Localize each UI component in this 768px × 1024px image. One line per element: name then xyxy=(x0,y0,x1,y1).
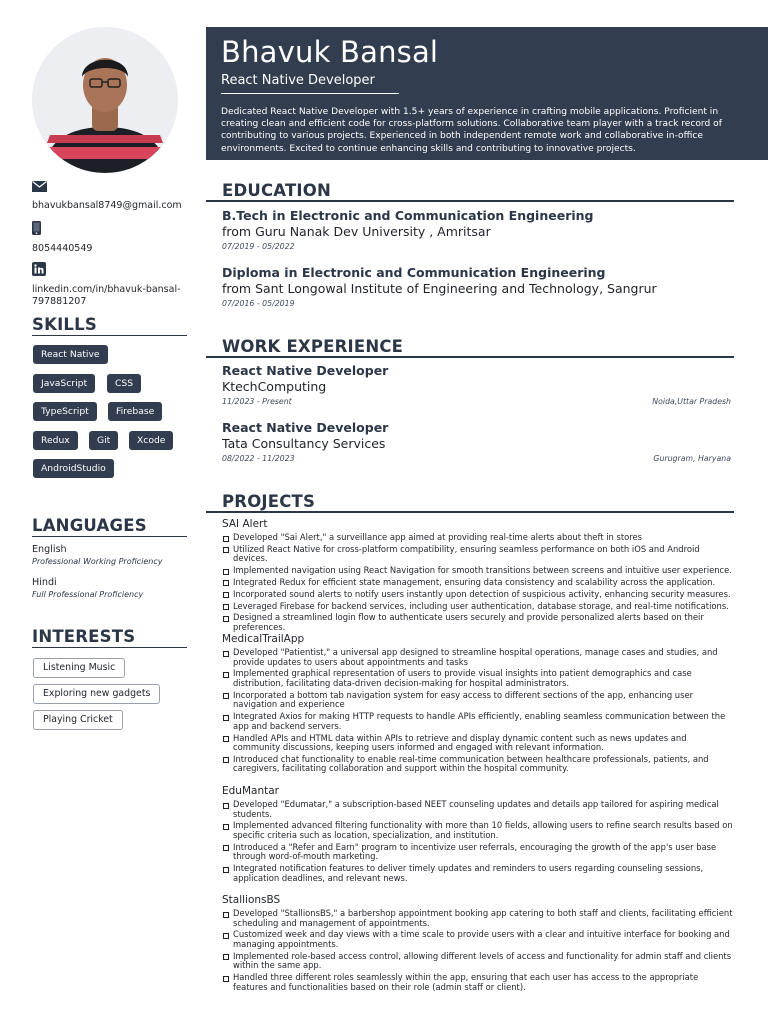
phone-block xyxy=(32,221,192,255)
skill-chip: CSS xyxy=(107,374,141,393)
project-bullets xyxy=(222,800,734,886)
interest-chip: Listening Music xyxy=(33,658,125,678)
experience-company: Tata Consultancy Services xyxy=(222,436,386,451)
interests-heading: INTERESTS xyxy=(32,627,187,648)
project-title: MedicalTrailApp xyxy=(222,633,305,645)
project-bullet: Utilized React Native for cross-platform compatibility, ensuring seamless performance on both iOS and Android devices. xyxy=(222,545,734,564)
contact-block xyxy=(32,181,192,212)
envelope-icon xyxy=(32,181,192,196)
project-bullet: Implemented navigation using React Navigation for smooth transitions between screens and intuitive user experience. xyxy=(222,566,734,576)
profile-photo-avatar xyxy=(32,27,178,173)
experience-location: Gurugram, Haryana xyxy=(653,454,731,463)
project-bullets xyxy=(222,909,734,995)
linkedin-icon xyxy=(32,262,192,280)
project-bullet: Handled APIs and HTML data within APIs to retrieve and display dynamic content such as news updates and community discussions, keeping users informed and engaged with relevant information. xyxy=(222,734,734,753)
project-bullet: Customized week and day views with a time scale to provide users with a clear and intuitive interface for booking and managing appointments. xyxy=(222,930,734,949)
project-bullet: Developed "Edumatar," a subscription-based NEET counseling updates and details app tailored for aspiring medical students. xyxy=(222,800,734,819)
language-name: English xyxy=(32,544,67,555)
skill-chip: Xcode xyxy=(129,431,173,450)
project-bullet: Integrated Redux for efficient state management, ensuring data consistency and scalability across the application. xyxy=(222,578,734,588)
skills-heading: SKILLS xyxy=(32,315,187,336)
project-bullet: Implemented role-based access control, allowing different levels of access and functionality for admin staff and clients within the same app. xyxy=(222,952,734,971)
linkedin-block xyxy=(32,262,192,308)
experience-role: React Native Developer xyxy=(222,420,389,435)
experience-dates: 08/2022 - 11/2023 xyxy=(222,454,295,463)
candidate-name: Bhavuk Bansal xyxy=(221,35,439,69)
experience-divider xyxy=(206,356,734,358)
interest-chip: Playing Cricket xyxy=(33,710,123,730)
project-bullets xyxy=(222,533,734,635)
education-heading: EDUCATION xyxy=(222,181,331,200)
mobile-phone-icon xyxy=(32,221,192,239)
summary-text: Dedicated React Native Developer with 1.5+ years of experience in crafting mobile applications. Proficient in creating clean and efficient code for cross-platform solutions. Collaborative team player with a track record of contributing to various projects. Experienced in both independent remote work and collaborative in-office environments. Excited to continue enhancing skills and contributing to innovative projects. xyxy=(221,107,722,154)
skill-chip: Redux xyxy=(33,431,78,450)
project-title: EduMantar xyxy=(222,785,279,797)
project-bullet: Integrated notification features to deliver timely updates and reminders to users regarding counseling sessions, application deadlines, and relevant news. xyxy=(222,864,734,883)
education-degree: Diploma in Electronic and Communication Engineering xyxy=(222,265,606,280)
language-name: Hindi xyxy=(32,577,57,588)
project-bullet: Handled three different roles seamlessly within the app, ensuring that each user has access to the appropriate features and functionalities based on their role (admin staff or client). xyxy=(222,973,734,992)
project-bullet: Leveraged Firebase for backend services, including user authentication, database storage, and real-time notifications. xyxy=(222,602,734,612)
project-bullet: Implemented graphical representation of users to provide visual insights into patient demographics and case distribution, facilitating data-driven decision-making for hospital administrators. xyxy=(222,669,734,688)
experience-location: Noida,Uttar Pradesh xyxy=(652,397,731,406)
project-bullet: Designed a streamlined login flow to authenticate users securely and provide personalized alerts based on their preferences. xyxy=(222,613,734,632)
education-school: from Guru Nanak Dev University , Amritsar xyxy=(222,224,491,239)
education-school: from Sant Longowal Institute of Engineering and Technology, Sangrur xyxy=(222,281,657,296)
experience-dates: 11/2023 - Present xyxy=(222,397,292,406)
project-bullet: Integrated Axios for making HTTP requests to handle APIs efficiently, enabling seamless communication between the app and backend servers. xyxy=(222,712,734,731)
projects-divider xyxy=(206,511,734,513)
languages-heading: LANGUAGES xyxy=(32,516,187,537)
education-dates: 07/2016 - 05/2019 xyxy=(222,299,295,308)
language-level: Professional Working Proficiency xyxy=(32,557,163,566)
project-bullet: Incorporated a bottom tab navigation system for easy access to different sections of the app, enhancing user navigation and experience xyxy=(222,691,734,710)
profile-photo xyxy=(32,27,178,173)
skill-chip: JavaScript xyxy=(33,374,95,393)
candidate-title: React Native Developer xyxy=(221,73,399,94)
projects-heading: PROJECTS xyxy=(222,492,316,511)
project-bullet: Developed "Patientist," a universal app designed to streamline hospital operations, manage cases and studies, and provide updates to users about appointments and tasks xyxy=(222,648,734,667)
project-bullet: Implemented advanced filtering functionality with more than 10 fields, allowing users to refine search results based on specific criteria such as location, specialization, and institution. xyxy=(222,821,734,840)
experience-role: React Native Developer xyxy=(222,363,389,378)
education-divider xyxy=(206,200,734,202)
interest-chip: Exploring new gadgets xyxy=(33,684,160,704)
project-bullet: Incorporated sound alerts to notify users instantly upon detection of suspicious activity, enhancing security measures. xyxy=(222,590,734,600)
project-bullet: Developed "StallionsBS," a barbershop appointment booking app catering to both staff and clients, facilitating efficient scheduling and management of appointments. xyxy=(222,909,734,928)
skill-chip: AndroidStudio xyxy=(33,459,114,478)
header-banner xyxy=(206,27,768,160)
experience-company: KtechComputing xyxy=(222,379,327,394)
skill-chip: Firebase xyxy=(108,402,162,421)
project-bullet: Introduced a "Refer and Earn" program to incentivize user referrals, encouraging the growth of the app's user base through word-of-mouth marketing. xyxy=(222,843,734,862)
phone-number[interactable]: 8054440549 xyxy=(32,243,93,254)
project-bullet: Introduced chat functionality to enable real-time communication between healthcare professionals, patients, and caregivers, facilitating collaboration and support within the hospital community. xyxy=(222,755,734,774)
email-link[interactable]: bhavukbansal8749@gmail.com xyxy=(32,200,182,211)
education-dates: 07/2019 - 05/2022 xyxy=(222,242,295,251)
skill-chip: React Native xyxy=(33,345,108,364)
project-title: SAI Alert xyxy=(222,518,268,530)
project-title: StallionsBS xyxy=(222,894,281,906)
skill-chip: Git xyxy=(89,431,118,450)
experience-heading: WORK EXPERIENCE xyxy=(222,337,404,356)
language-level: Full Professional Proficiency xyxy=(32,590,144,599)
project-bullet: Developed "Sai Alert," a surveillance app aimed at providing real-time alerts about theft in stores xyxy=(222,533,734,543)
linkedin-link[interactable]: linkedin.com/in/bhavuk-bansal-797881207 xyxy=(32,284,181,307)
education-degree: B.Tech in Electronic and Communication Engineering xyxy=(222,208,594,223)
skill-chip: TypeScript xyxy=(33,402,97,421)
project-bullets xyxy=(222,648,734,776)
